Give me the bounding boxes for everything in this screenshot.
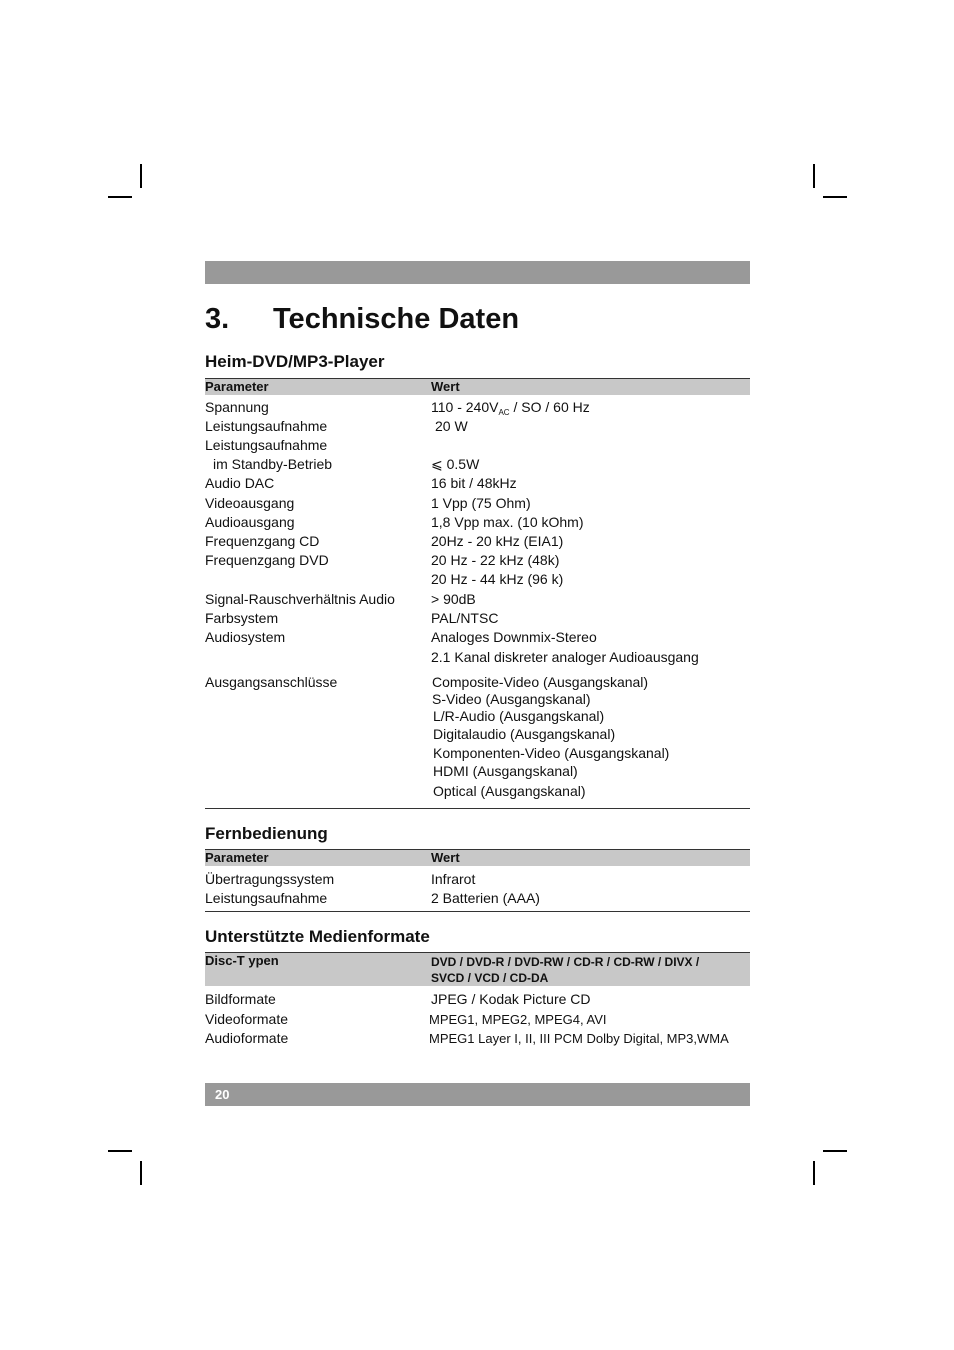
crop-mark-top-left-horizontal <box>108 196 132 198</box>
param-cell: Audio DAC <box>205 475 275 491</box>
param-cell: Audiosystem <box>205 629 286 645</box>
param-cell: Videoausgang <box>205 495 295 511</box>
chapter-title-text: Technische Daten <box>273 303 520 335</box>
value-cell: JPEG / Kodak Picture CD <box>431 991 591 1007</box>
param-cell: Ausgangsanschlüsse <box>205 674 338 690</box>
param-cell: Farbsystem <box>205 610 279 626</box>
value-cell: 1,8 Vpp max. (10 kOhm) <box>431 514 584 530</box>
page-number: 20 <box>215 1087 230 1102</box>
value-cell: 2.1 Kanal diskreter analoger Audioausgang <box>431 649 699 665</box>
crop-mark-bottom-right-horizontal <box>823 1150 847 1152</box>
value-cell: PAL/NTSC <box>431 610 499 626</box>
header-parameter: Parameter <box>205 379 269 394</box>
value-cell: 2 Batterien (AAA) <box>431 890 540 906</box>
table-end-rule-player <box>205 808 750 809</box>
param-cell: Audioausgang <box>205 514 295 530</box>
header-bar <box>205 261 750 284</box>
table-end-rule-remote <box>205 911 750 912</box>
param-cell: Leistungsaufnahme <box>205 437 328 453</box>
chapter-title <box>205 303 519 336</box>
param-cell: Videoformate <box>205 1011 289 1027</box>
value-cell: Composite-Video (Ausgangskanal) <box>432 674 649 690</box>
footer-bar <box>205 1083 750 1106</box>
param-cell: Frequenzgang DVD <box>205 552 329 568</box>
section-title-player: Heim-DVD/MP3-Player <box>205 352 385 371</box>
value-cell: 20 Hz - 44 kHz (96 k) <box>431 571 564 587</box>
table-header-remote <box>205 849 750 866</box>
param-cell: im Standby-Betrieb <box>213 456 333 472</box>
header-disc-values <box>431 954 699 986</box>
header-value: Wert <box>431 850 460 865</box>
value-cell: Digitalaudio (Ausgangskanal) <box>433 726 616 742</box>
header-parameter: Parameter <box>205 850 269 865</box>
disc-values-line2: SVCD / VCD / CD-DA <box>431 971 549 985</box>
crop-mark-top-right-vertical <box>813 164 815 188</box>
value-cell: > 90dB <box>431 591 476 607</box>
value-cell: MPEG1, MPEG2, MPEG4, AVI <box>429 1012 607 1027</box>
value-cell: HDMI (Ausgangskanal) <box>433 763 578 779</box>
param-cell: Audioformate <box>205 1030 289 1046</box>
section-title-remote: Fernbedienung <box>205 824 328 843</box>
crop-mark-bottom-left-horizontal <box>108 1150 132 1152</box>
value-cell: Optical (Ausgangskanal) <box>433 783 586 799</box>
chapter-number: 3. <box>205 303 230 335</box>
section-title-media: Unterstützte Medienformate <box>205 927 430 946</box>
value-cell: Analoges Downmix-Stereo <box>431 629 597 645</box>
value-cell: ⩽ 0.5W <box>431 456 480 472</box>
value-cell: 20 W <box>435 418 468 434</box>
param-cell: Frequenzgang CD <box>205 533 320 549</box>
crop-mark-bottom-left-vertical <box>140 1161 142 1185</box>
crop-mark-bottom-right-vertical <box>813 1161 815 1185</box>
value-cell: S-Video (Ausgangskanal) <box>432 691 591 707</box>
param-cell: Leistungsaufnahme <box>205 890 328 906</box>
value-cell: 20 Hz - 22 kHz (48k) <box>431 552 560 568</box>
value-cell: 20Hz - 20 kHz (EIA1) <box>431 533 564 549</box>
param-cell: Spannung <box>205 399 269 415</box>
value-cell: MPEG1 Layer I, II, III PCM Dolby Digital, MP3,WMA <box>429 1031 729 1046</box>
param-cell: Leistungsaufnahme <box>205 418 328 434</box>
header-disc-types: Disc-T ypen <box>205 953 279 968</box>
param-cell: Übertragungssystem <box>205 871 335 887</box>
value-cell: Infrarot <box>431 871 476 887</box>
disc-values-line1: DVD / DVD-R / DVD-RW / CD-R / CD-RW / DIVX / <box>431 955 700 969</box>
header-value: Wert <box>431 379 460 394</box>
value-cell: $110 - 240V_{AC}$ / SO / 60 Hz <box>431 399 590 417</box>
crop-mark-top-right-horizontal <box>823 196 847 198</box>
value-cell: 16 bit / 48kHz <box>431 475 517 491</box>
table-header-player <box>205 378 750 395</box>
param-cell: Signal-Rauschverhältnis Audio <box>205 591 395 607</box>
value-cell: 1 Vpp (75 Ohm) <box>431 495 531 511</box>
value-cell: Komponenten-Video (Ausgangskanal) <box>433 745 670 761</box>
param-cell: Bildformate <box>205 991 276 1007</box>
table-header-media <box>205 952 750 986</box>
value-cell: L/R-Audio (Ausgangskanal) <box>433 708 605 724</box>
crop-mark-top-left-vertical <box>140 164 142 188</box>
